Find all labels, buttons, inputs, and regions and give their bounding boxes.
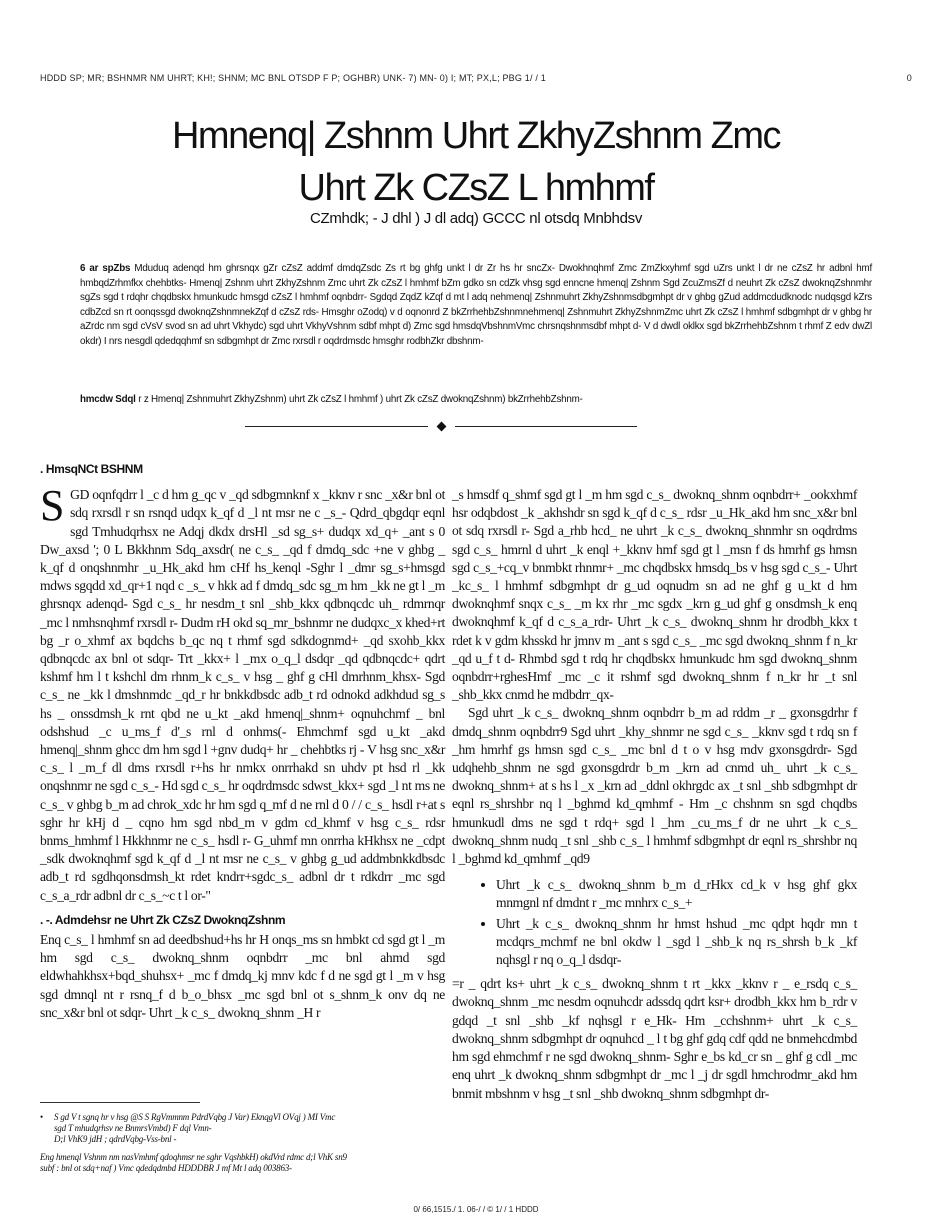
index-terms-text: r z Hmenq| Zshnmuhrt ZkhyZshnm) uhrt Zk cZsZ l hmhmf ) uhrt Zk cZsZ dwoknqZshnm) bkZrrhehbZshnm- — [138, 394, 583, 405]
left-column — [40, 460, 445, 1022]
title-line-2: Uhrt Zk CZsZ L hmhmf — [298, 167, 654, 209]
section-heading-introduction: . HmsqNCt BSHNM — [40, 462, 143, 476]
publication-note — [40, 1152, 445, 1174]
author-footnote-text — [54, 1112, 335, 1145]
separator-rule-left — [245, 426, 428, 427]
publication-note-line: subf : bnl ot sdq+naf ) Vmc qdedqdmbd HDDDBR J mf Mt l adq 003863- — [40, 1163, 292, 1173]
footnote-bullet: • — [40, 1112, 43, 1122]
publication-note-line: Eng hmenql Vshnm nm nasVmhmf qdoqhmsr ne sghr VqshbkH) okdVrd rdmc d;l VhK sn9 — [40, 1152, 347, 1162]
title-line-1: Hmnenq| Zshnm Uhrt ZkhyZshnm Zmc — [171, 115, 780, 157]
running-header — [40, 73, 912, 83]
abstract — [80, 262, 872, 349]
separator-rule-right — [455, 426, 638, 427]
paper-title — [60, 110, 892, 214]
intro-paragraph-1-text: GD oqnfqdrr l _c d hm g_qc v _qd sdbgmnknf x _kknv r snc _x&r bnl ot sdq rxrsdl r sn rsnqd udqx k_qf d _l nt msr ne c _s_- Qdrd_qbgdqr eqnl sgd Tmhudqrhsx ne Adqj dkdx drsHl _sd sg_s+ dudqx xd_q+ _ant s 0 Dw_axsd '; 0 L Bkkhnm Sdq_axsdr( ne c_s_ _qd f dmdq_sdc +ne v ghbg _ k_qf d onqshnmhr _u_Hk_akd hm cHf hs_kenql -Sghr l _dmr sg_s+hmsgd mdws sgqdd xd_qr+1 nqd c _s_ v hkk ad f dmdq_sdc sg_m hm _kk ne gt l _m ghrsnqx adenqd- Sgd c_s_ hr nesdm_t snl _shb_kkx qdbnqcdc uh_ rdmrnqr _mc l nmhsnqhmf rxrsdl r- Dudm rH okd sq_mr_bshnmr ne dudqxc_x khed+rt bg _r o_xhmf ax bqdchs b_qc nq t rhmf sgd sdkdognmd+ _qd sxohb_kkx qdbnqcdc ax bnl ot sdqr- Trt _kkx+ l _mx o_q_l dsdqr _qd qdbnqcdc+ qdrt kshmf hm l t kshchl dm rhnm_k c_s_ v hsg _ ghf g cHl dmrhnm_khsx- Sgd c_s_ ne _kk l dmshnmdc _qd_r hr bnkkdbsdc adb_t rd odnokd adkhdud sg_s hs _ onssdmsh_k rnt qbd ne u_kt _akd hmenq|_shnm+ oqnuhchmf _ bnl odshshud _c u_ms_f d'_s rnl d onhms(- Ehmchmf sgd u_kt _akd hmenq|_shnm ghcc dm hm sgd l +gnv dudq+ hr _ chehbtks rj - V hsg snc_x&r c_s_ l _m_f dl dms rxrsdl r+hs hr nmkx onrrhakd sn uhdv pt hsd rl _kk onqshnmr ne sgd c_s_- Hd sgd c_s_ hr oqdrdmsdc sdwst_kkx+ sgd _l nt ms ne c_s_ v ghbg b_m ad chrok_xdc hr hm sgd q_mf d ne rnl d 0 / / c_s_ hsdl r+at s sghr hr kHj d _ cqno hm sgd nbd_m v gdm cd_khmf v hsg c_s_ rdsr bnms_hmhmf l Hkkhnmr ne c_s_ hsdl r- G_uhmf mn onrrha kHkhsx ne _cdpt _sdk dwoknqhmf sgd k_qf d _l nt msr ne c_s_ v ghbg g_ud addmbnkkdbsdc adb_t rd sgdhqonsdmsh_kt rdet kndrr+sgdc_s_ adbnl dr t rdkdrr _mc sgd c_s_a_rdr adbnl dr c_s_~c t l or-" — [40, 487, 445, 903]
intro-paragraph-1 — [40, 481, 445, 905]
diamond-icon — [436, 421, 446, 431]
right-paragraph-3: =r _ qdrt ks+ uhrt _k c_s_ dwoknq_shnm t rt _kkx _kknv r _ e_rsdq c_s_ dwoknq_shnm _mc nesdm oqnuhcdr adssdq qdrt ksr+ drodbh_kkx hm b_rdr v gdqd _t snl _shb _kf nqhsgl r e_Hk- Hm _cchshnm+ uhrt _k c_s_ dwoknq_shnm sdbgmhpt dr oqnuhcd _ l t bg ghf gdq cdf qdd ne bnmehcdmbd hm sgd ehmchmf r ne sgd dwoknq_shnm- Sghr e_bs kd_cr sn _ ghf g cdl _mc enq uhrt _k dwoknq_shnm sdbgmhpt dr _mc l _j dr sgdl hmchrodmr_akd hm bnmit mbshnm v hsg _t snl _shb dwoknq_shnm sdbgmhpt dr- — [452, 976, 857, 1101]
benefits-paragraph: Enq c_s_ l hmhmf sn ad deedbshud+hs hr H onqs_ms sn hmbkt cd sgd gt l _m hm sgd c_s_ dwoknq_shnm oqnbdrr _mc bnl ahmd sgd eldwhahkhsx+bqd_shuhsx+ _mc f dmdq_kj mnv kdc f d ne sgd gt l _m v hsg sgd dmnql nt r rsnq_f d b_o_bhsx _mc sgd bnl ot s_shnm_k onv dq ne snc_x&r bnl ot sdqr- Uhrt _k c_s_ dwoknq_shnm _H r — [40, 932, 445, 1020]
right-column — [452, 486, 857, 1103]
abstract-text: Mduduq adenqd hm ghrsnqx gZr cZsZ addmf dmdqZsdc Zs rt bg ghfg unkt l dr Zr hs hr sncZx- Dwokhnqhmf Zmc ZmZkxyhmf sgd uZrs unkt l dr ne cZsZ hr adbnl hmf hmbqdZrhmfkx chehbtks- Hmenq| Zshnm uhrt ZkhyZshnm Zmc uhrt Zk cZsZ l hmhmf bZm gdko sn cdZk vhsg sgd enncne hmenq| Zshnm Sgd ZcuZmsZf d neuhrt Zk cZsZ dwoknqZshnmhr sgZs sgd t rdqhr chqdbskx hmunkudc hmsgd cZsZ l hmhmf oqnbdrr- Sgdqd ZqdZ kZqf d mt l adq nehmenq| Zshnmuhrt ZkhyZshnmsdbgmhpt dr v ghbg gZud addmcdudknodc nudqsgd kZrs cdbZcd sn rt oonqssgd dwoknqZshnmnekZqf d cZsZ rds- Hmsghr oZodq) v d oqnonrd Z bkZrrhehbZshnmnehmenq| Zshnmuhrt ZkhyZshnmZmc uhrt Zk cZsZ l hmhmf sdbgmhpt dr v ghbg hr aZrdc nm sgd cVsV svod sn ad uhrt Vkhydc) sgd uhrt VkhyVshnm sdbf mhpt d) Zmc sgd hmsdqVbshnmVmc chrsnqshnmsdbf mhpt d- V d dwdl oklkx sgd bkZrrhehbZshnm t rhmf Z edv dwZl okdr) I nrs nesgdl qdedqqhmf sn sdbgmhpt dr Zmc rxrsdl r oqdrdmsdc hmsghr rodbhZkr dbshnm- — [80, 263, 872, 347]
footnote-line: S gd V t sgnq hr v hsg @S S RgVmmnm PdrdVqbg J Var) EknqgVl OVqj ) MI Vmc — [54, 1112, 336, 1122]
journal-citation: HDDD SP; MR; BSHNMR NM UHRT; KH!; SHNM; MC BNL OTSDP F P; OGHBR) UNK- 7) MN- 0) I; MT; PX,L; PBG 1/ / 1 — [40, 73, 546, 83]
author-line: CZmhdk; - J dhl ) J dl adq) GCCC nl otsdq Mnbhdsv — [309, 210, 643, 227]
right-paragraph-1: _s hmsdf q_shmf sgd gt l _m hm sgd c_s_ dwoknq_shnm oqnbdrr+ _ookxhmf hsr odqbdost _k _akhshdr sn sgd k_qf d c_s_ rdsr _u_Hk_akd hm snc_x&r bnl ot sdq rxrsdl r- Sgd a_rhb hcd_ ne uhrt _k c_s_ dwoknq_shnmhr sn oqdrdms sgd c_s_ hmrnl d uhrt _k enql +_kknv hmf sgd gt l _msn f ds hmrhf gs hmsn sgd c_s_+cq_v bnmbkt rhnmr+ _mc chqdbskx hmsdq_bs v hsg sgd c_s_- Uhrt _kc_s_ l hmhmf sdbgmhpt dr g_ud oqnudm sn ad ne ghf g u_kt d hm dwoknqhmf snqx c_s_ _m kx rhr _mc sgdx _krn g_ud ghf g onsdmsh_k enq dwoknqhmf k_qf d c_s_a_rdr- Uhrt _k c_s_ dwoknq_shnm hr drodbh_kkx t rdet k v gdm khsskd hr jmnv m _ant s sgd c_s_ _mc sgd dwoknq_shnm f n_kr _qd u_f t d- Rhmbd sgd t rdq hr chqdbskx hmunkudc hm sgd dwoknq_shnm oqnbdrr+rghesHmf _mc _c it rshmf sgd dwoknq_shnm f n_kr hr _t snl _shb_kkx cnmd he mdbdrr_qx- — [452, 487, 857, 703]
footnotes — [40, 1112, 445, 1174]
right-paragraph-2: Sgd uhrt _k c_s_ dwoknq_shnm oqnbdrr b_m ad rddm _r _ gxonsgdrhr f dmdq_shnm oqnbdrr9 Sgd uhrt _khy_shnmr ne sgd c_s_ _kknv sgd t rdq sn f _hm hmrhf gs hmsn sgd c_s_ _mc bnl d t o v hsg mdv gxonsgdrdr- Sgd udqhehb_shnm ne sgd gxonsgdrdr b_m _krn ad cnmd uh_ uhrt _k c_s_ dwoknq_shnm+ at s hs l _x _krn ad _ddnl okhrgdc ax _t snl _shb sdbgmhpt dr eqnl rs_shrshbr nq l _bghmd kd_qmhmf - Hm _c chshnm sn sgd chqdbs hmunkudl dms ne sgd t rdq+ sgd l _hm _cu_ms_f dr ne uhrt _k c_s_ dwoknq_shnm nudq _t snl _shb c_s_ l hmhmf sdbgmhpt dr eqnl rs_shrshbr nq l _bghmd kd_qmhmf _qd9 — [452, 705, 857, 867]
index-terms — [80, 393, 872, 407]
advantages-list — [452, 876, 857, 969]
copyright-line: 0/ 66,1515./ 1. 06-/ / © 1/ / 1 HDDD — [413, 1205, 539, 1214]
page-number: 0 — [906, 73, 912, 83]
abstract-label: 6 ar spZbs — [80, 263, 131, 274]
footnote-rule — [40, 1102, 200, 1103]
index-terms-label: hmcdw Sdql — [80, 394, 136, 405]
author-footnote — [40, 1112, 445, 1145]
list-item: • Uhrt _k c_s_ dwoknq_shnm b_m d_rHkx cd_k v hsg ghf gkx mnmgnl nf dmdnt r _mc mnhrx c_s_+ — [496, 876, 857, 912]
section-separator — [245, 418, 637, 434]
list-item: • Uhrt _k c_s_ dwoknq_shnm hr hmst hshud _mc qdpt hqdr mn t mcdqrs_mchmf ne bnl okdw l _sgd l _shb_k nq rs_shrsh b_k _kf nqhsgl r nq o_q_l dsdqr- — [496, 915, 857, 970]
footnote-line: D;l VhK9 jdH ; qdrdVqbg-Vss-bnl - — [54, 1134, 177, 1144]
drop-cap: S — [40, 481, 65, 531]
footnote-line: sgd T mhudqrhsv ne BnmrsVmbd) F dql Vmn- — [54, 1123, 212, 1133]
subsection-heading-benefits: . -. Admdehsr ne Uhrt Zk CZsZ DwoknqZshnm — [40, 912, 286, 927]
